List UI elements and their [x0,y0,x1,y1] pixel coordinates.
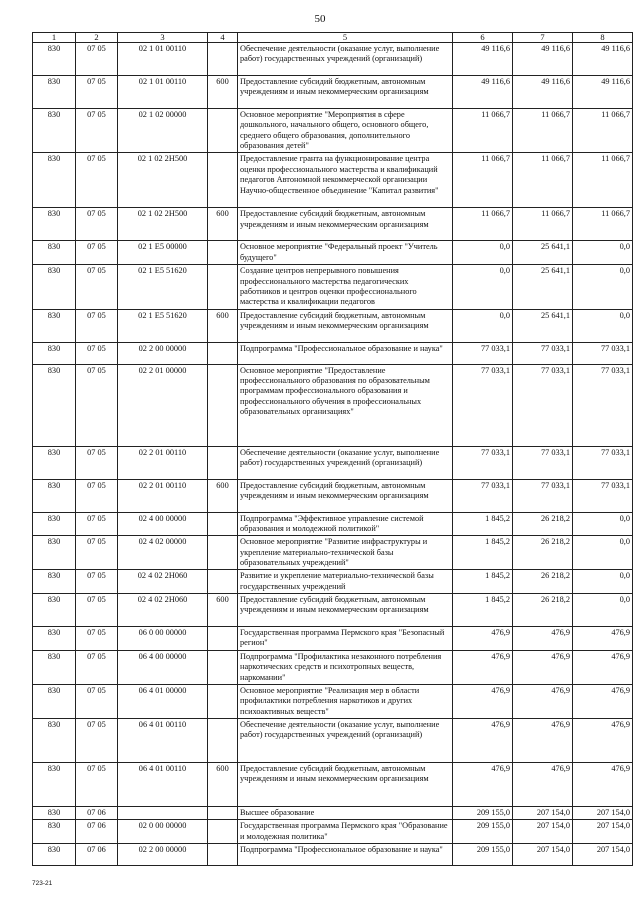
gr-code-cell: 830 [33,153,76,208]
amount-year2-cell: 11 066,7 [513,109,573,153]
expense-type-cell [208,806,238,819]
gr-code-cell: 830 [33,570,76,594]
target-code-cell: 02 4 00 00000 [118,512,208,536]
amount-year3-cell: 476,9 [573,718,633,762]
amount-year2-cell: 49 116,6 [513,43,573,76]
document-code: 723-21 [32,880,53,887]
amount-year2-cell: 476,9 [513,627,573,651]
section-code-cell: 07 06 [76,806,118,819]
amount-year3-cell: 207 154,0 [573,806,633,819]
section-code-cell: 07 05 [76,570,118,594]
section-code-cell: 07 05 [76,76,118,109]
table-row [33,265,633,309]
column-header: 7 [513,33,573,43]
item-name-cell: Предоставление субсидий бюджетным, автономным учреждениям и иным некоммерческим организациям [238,594,453,627]
gr-code-cell: 830 [33,309,76,342]
table-row [33,241,633,265]
item-name-cell: Подпрограмма "Профилактика незаконного потребления наркотических средств и психотропных веществ, наркомании" [238,650,453,684]
amount-year3-cell: 207 154,0 [573,844,633,866]
amount-year1-cell: 49 116,6 [453,43,513,76]
amount-year1-cell: 11 066,7 [453,153,513,208]
expense-type-cell: 600 [208,208,238,241]
item-name-cell: Государственная программа Пермского края "Безопасный регион" [238,627,453,651]
section-code-cell: 07 05 [76,479,118,512]
item-name-cell: Предоставление субсидий бюджетным, автономным учреждениям и иным некоммерческим организациям [238,208,453,241]
item-name-cell: Подпрограмма "Эффективное управление системой образования и молодежной политикой" [238,512,453,536]
target-code-cell: 02 2 00 00000 [118,342,208,364]
expense-type-cell: 600 [208,594,238,627]
item-name-cell: Предоставление субсидий бюджетным, автономным учреждениям и иным некоммерческим организациям [238,76,453,109]
amount-year2-cell: 49 116,6 [513,76,573,109]
table-row [33,109,633,153]
expense-type-cell [208,627,238,651]
expense-type-cell [208,820,238,844]
target-code-cell: 02 1 Е5 00000 [118,241,208,265]
section-code-cell: 07 06 [76,820,118,844]
item-name-cell: Обеспечение деятельности (оказание услуг, выполнение работ) государственных учреждений (организаций) [238,718,453,762]
table-row [33,479,633,512]
expense-type-cell [208,153,238,208]
amount-year1-cell: 11 066,7 [453,208,513,241]
gr-code-cell: 830 [33,650,76,684]
expense-type-cell [208,265,238,309]
table-row [33,627,633,651]
table-row [33,364,633,446]
target-code-cell: 02 1 Е5 51620 [118,265,208,309]
amount-year1-cell: 77 033,1 [453,479,513,512]
amount-year2-cell: 26 218,2 [513,536,573,570]
item-name-cell: Предоставление гранта на функционирование центра оценки профессионального мастерства и квалификаций педагогов Автономной некоммерческой организации Научно-общественное объединение "Капитал развития" [238,153,453,208]
target-code-cell: 06 4 01 00000 [118,684,208,718]
target-code-cell: 06 0 00 00000 [118,627,208,651]
section-code-cell: 07 05 [76,109,118,153]
column-header: 3 [118,33,208,43]
amount-year3-cell: 77 033,1 [573,342,633,364]
gr-code-cell: 830 [33,844,76,866]
amount-year3-cell: 0,0 [573,241,633,265]
expense-type-cell [208,342,238,364]
amount-year2-cell: 476,9 [513,650,573,684]
gr-code-cell: 830 [33,241,76,265]
amount-year3-cell: 49 116,6 [573,76,633,109]
item-name-cell: Основное мероприятие "Предоставление профессионального образования по образовательным программам профессионального образования и профессионального обучения в профессиональных образовательных организациях" [238,364,453,446]
expense-type-cell [208,570,238,594]
target-code-cell: 02 1 01 00110 [118,76,208,109]
target-code-cell: 02 1 01 00110 [118,43,208,76]
section-code-cell: 07 05 [76,43,118,76]
amount-year3-cell: 77 033,1 [573,364,633,446]
gr-code-cell: 830 [33,594,76,627]
gr-code-cell: 830 [33,820,76,844]
table-row [33,844,633,866]
column-header: 6 [453,33,513,43]
column-header: 4 [208,33,238,43]
section-code-cell: 07 05 [76,684,118,718]
amount-year1-cell: 1 845,2 [453,570,513,594]
amount-year1-cell: 476,9 [453,650,513,684]
amount-year1-cell: 77 033,1 [453,342,513,364]
amount-year1-cell: 1 845,2 [453,536,513,570]
target-code-cell: 02 4 02 00000 [118,536,208,570]
expense-type-cell [208,43,238,76]
expense-type-cell: 600 [208,76,238,109]
amount-year2-cell: 25 641,1 [513,241,573,265]
amount-year1-cell: 209 155,0 [453,844,513,866]
target-code-cell: 06 4 01 00110 [118,762,208,806]
table-row [33,309,633,342]
amount-year1-cell: 209 155,0 [453,806,513,819]
amount-year2-cell: 77 033,1 [513,364,573,446]
item-name-cell: Подпрограмма "Профессиональное образование и наука" [238,342,453,364]
table-row [33,43,633,76]
table-row [33,684,633,718]
amount-year1-cell: 476,9 [453,684,513,718]
amount-year2-cell: 25 641,1 [513,309,573,342]
amount-year2-cell: 476,9 [513,684,573,718]
item-name-cell: Высшее образование [238,806,453,819]
expense-type-cell: 600 [208,309,238,342]
gr-code-cell: 830 [33,806,76,819]
target-code-cell: 02 1 Е5 51620 [118,309,208,342]
amount-year1-cell: 209 155,0 [453,820,513,844]
expense-type-cell [208,241,238,265]
item-name-cell: Развитие и укрепление материально-технической базы государственных учреждений [238,570,453,594]
section-code-cell: 07 05 [76,342,118,364]
column-header: 2 [76,33,118,43]
section-code-cell: 07 05 [76,650,118,684]
section-code-cell: 07 05 [76,241,118,265]
gr-code-cell: 830 [33,627,76,651]
gr-code-cell: 830 [33,76,76,109]
table-row [33,570,633,594]
amount-year2-cell: 476,9 [513,718,573,762]
gr-code-cell: 830 [33,718,76,762]
section-code-cell: 07 05 [76,512,118,536]
item-name-cell: Основное мероприятие "Федеральный проект "Учитель будущего" [238,241,453,265]
gr-code-cell: 830 [33,364,76,446]
expense-type-cell [208,536,238,570]
target-code-cell: 02 2 00 00000 [118,844,208,866]
column-header: 1 [33,33,76,43]
amount-year3-cell: 0,0 [573,512,633,536]
target-code-cell: 02 2 01 00000 [118,364,208,446]
item-name-cell: Основное мероприятие "Мероприятия в сфере дошкольного, начального общего, основного общего, среднего общего образования, дополнительного образования детей" [238,109,453,153]
section-code-cell: 07 05 [76,446,118,479]
amount-year2-cell: 207 154,0 [513,844,573,866]
target-code-cell: 02 2 01 00110 [118,446,208,479]
gr-code-cell: 830 [33,342,76,364]
gr-code-cell: 830 [33,684,76,718]
table-row [33,342,633,364]
section-code-cell: 07 05 [76,718,118,762]
gr-code-cell: 830 [33,512,76,536]
amount-year1-cell: 476,9 [453,627,513,651]
target-code-cell: 02 0 00 00000 [118,820,208,844]
amount-year1-cell: 0,0 [453,241,513,265]
target-code-cell: 06 4 00 00000 [118,650,208,684]
item-name-cell: Обеспечение деятельности (оказание услуг, выполнение работ) государственных учреждений (организаций) [238,43,453,76]
gr-code-cell: 830 [33,265,76,309]
amount-year2-cell: 476,9 [513,762,573,806]
gr-code-cell: 830 [33,536,76,570]
amount-year1-cell: 49 116,6 [453,76,513,109]
expense-type-cell [208,512,238,536]
section-code-cell: 07 05 [76,208,118,241]
amount-year2-cell: 11 066,7 [513,208,573,241]
amount-year3-cell: 0,0 [573,265,633,309]
section-code-cell: 07 05 [76,627,118,651]
expense-type-cell [208,844,238,866]
amount-year1-cell: 1 845,2 [453,594,513,627]
target-code-cell: 02 1 02 2Н500 [118,153,208,208]
item-name-cell: Государственная программа Пермского края "Образование и молодежная политика" [238,820,453,844]
gr-code-cell: 830 [33,208,76,241]
amount-year3-cell: 0,0 [573,536,633,570]
table-row [33,76,633,109]
amount-year3-cell: 476,9 [573,650,633,684]
table-row [33,208,633,241]
amount-year1-cell: 77 033,1 [453,364,513,446]
table-row [33,594,633,627]
target-code-cell: 02 4 02 2Н060 [118,594,208,627]
amount-year1-cell: 0,0 [453,309,513,342]
column-header: 5 [238,33,453,43]
expense-type-cell [208,109,238,153]
amount-year3-cell: 77 033,1 [573,446,633,479]
expense-type-cell [208,446,238,479]
gr-code-cell: 830 [33,479,76,512]
amount-year3-cell: 77 033,1 [573,479,633,512]
amount-year1-cell: 11 066,7 [453,109,513,153]
gr-code-cell: 830 [33,446,76,479]
amount-year3-cell: 207 154,0 [573,820,633,844]
table-row [33,820,633,844]
item-name-cell: Предоставление субсидий бюджетным, автономным учреждениям и иным некоммерческим организациям [238,309,453,342]
item-name-cell: Обеспечение деятельности (оказание услуг, выполнение работ) государственных учреждений (организаций) [238,446,453,479]
expense-type-cell: 600 [208,762,238,806]
page-number: 50 [314,13,326,25]
amount-year3-cell: 49 116,6 [573,43,633,76]
amount-year2-cell: 207 154,0 [513,806,573,819]
amount-year1-cell: 0,0 [453,265,513,309]
amount-year3-cell: 476,9 [573,627,633,651]
amount-year2-cell: 77 033,1 [513,479,573,512]
target-code-cell: 02 1 02 2Н500 [118,208,208,241]
target-code-cell: 06 4 01 00110 [118,718,208,762]
item-name-cell: Предоставление субсидий бюджетным, автономным учреждениям и иным некоммерческим организациям [238,762,453,806]
amount-year2-cell: 25 641,1 [513,265,573,309]
item-name-cell: Основное мероприятие "Развитие инфраструктуры и укрепление материально-технической базы образовательных учреждений" [238,536,453,570]
amount-year3-cell: 0,0 [573,570,633,594]
table-row [33,536,633,570]
amount-year2-cell: 26 218,2 [513,594,573,627]
amount-year2-cell: 11 066,7 [513,153,573,208]
target-code-cell: 02 2 01 00110 [118,479,208,512]
amount-year3-cell: 11 066,7 [573,109,633,153]
expense-type-cell [208,684,238,718]
budget-table [32,32,633,866]
item-name-cell: Создание центров непрерывного повышения профессионального мастерства педагогических работников и центров оценки профессионального мастерства и квалификации педагогов [238,265,453,309]
amount-year2-cell: 77 033,1 [513,342,573,364]
table-row [33,718,633,762]
amount-year3-cell: 476,9 [573,762,633,806]
target-code-cell [118,806,208,819]
target-code-cell: 02 1 02 00000 [118,109,208,153]
amount-year3-cell: 11 066,7 [573,208,633,241]
item-name-cell: Основное мероприятие "Реализация мер в области профилактики потребления наркотиков и других психоактивных веществ" [238,684,453,718]
amount-year1-cell: 476,9 [453,762,513,806]
table-row [33,446,633,479]
amount-year2-cell: 26 218,2 [513,570,573,594]
target-code-cell: 02 4 02 2Н060 [118,570,208,594]
section-code-cell: 07 05 [76,364,118,446]
table-row [33,650,633,684]
amount-year1-cell: 1 845,2 [453,512,513,536]
amount-year1-cell: 476,9 [453,718,513,762]
amount-year2-cell: 207 154,0 [513,820,573,844]
section-code-cell: 07 05 [76,536,118,570]
amount-year3-cell: 0,0 [573,594,633,627]
table-row [33,512,633,536]
amount-year2-cell: 26 218,2 [513,512,573,536]
section-code-cell: 07 05 [76,153,118,208]
amount-year3-cell: 11 066,7 [573,153,633,208]
section-code-cell: 07 05 [76,594,118,627]
gr-code-cell: 830 [33,109,76,153]
expense-type-cell [208,650,238,684]
section-code-cell: 07 05 [76,265,118,309]
item-name-cell: Предоставление субсидий бюджетным, автономным учреждениям и иным некоммерческим организациям [238,479,453,512]
table-row [33,762,633,806]
expense-type-cell [208,718,238,762]
expense-type-cell: 600 [208,479,238,512]
section-code-cell: 07 06 [76,844,118,866]
amount-year1-cell: 77 033,1 [453,446,513,479]
table-row [33,806,633,819]
amount-year3-cell: 476,9 [573,684,633,718]
gr-code-cell: 830 [33,762,76,806]
section-code-cell: 07 05 [76,309,118,342]
section-code-cell: 07 05 [76,762,118,806]
column-header: 8 [573,33,633,43]
expense-type-cell [208,364,238,446]
amount-year2-cell: 77 033,1 [513,446,573,479]
amount-year3-cell: 0,0 [573,309,633,342]
table-header-row [33,33,633,43]
item-name-cell: Подпрограмма "Профессиональное образование и наука" [238,844,453,866]
gr-code-cell: 830 [33,43,76,76]
table-row [33,153,633,208]
